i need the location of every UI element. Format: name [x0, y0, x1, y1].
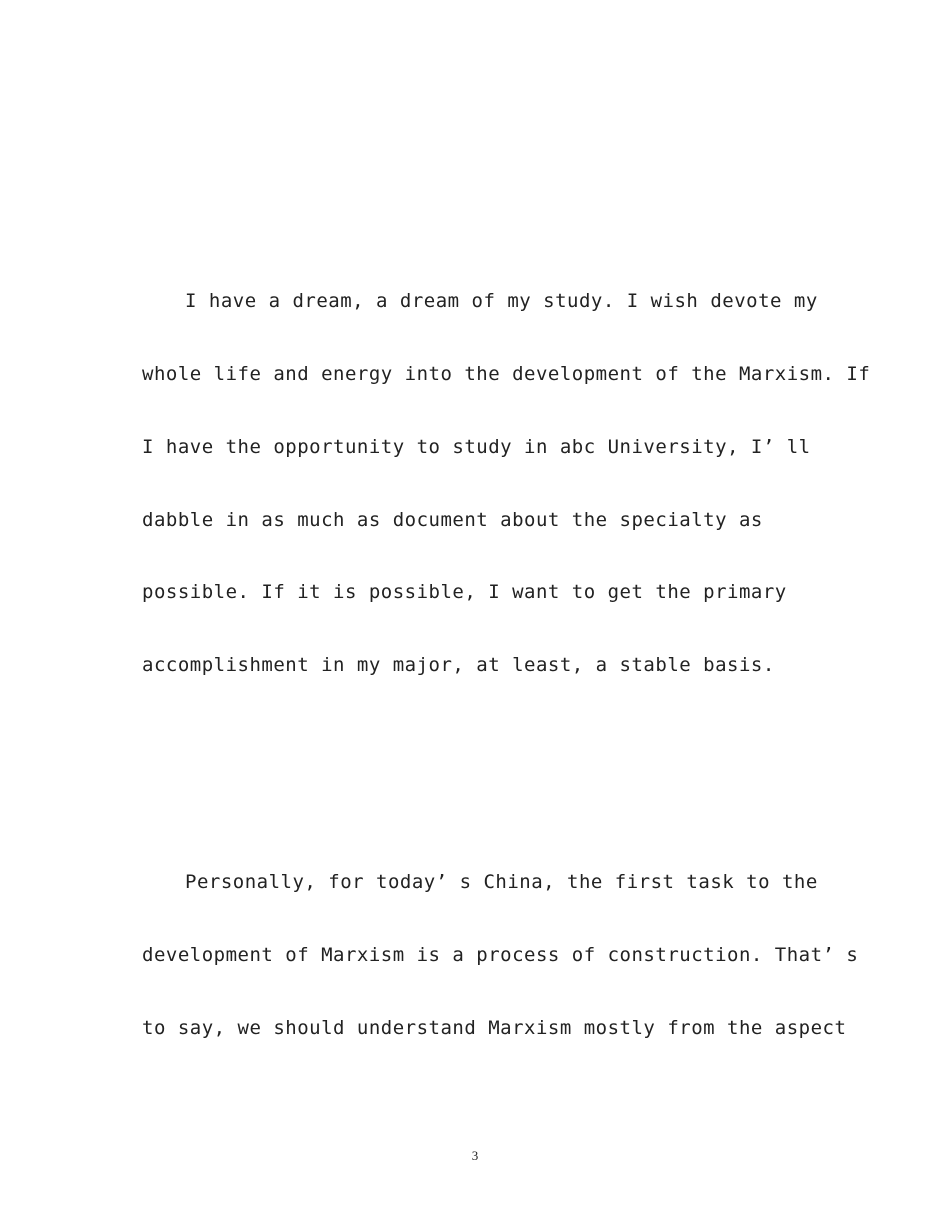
paragraph-1-line-2: whole life and energy into the development of the Marxism. If [142, 363, 871, 385]
paragraph-2-line-2: development of Marxism is a process of construction. That’ s [142, 944, 859, 966]
paragraph-2-line-3: to say, we should understand Marxism mostly from the aspect [142, 1017, 847, 1039]
page-number: 3 [471, 1148, 479, 1163]
paragraph-1-line-3: I have the opportunity to study in abc University, I’ ll [142, 436, 811, 458]
paragraph-1-line-1: I have a dream, a dream of my study. I wish devote my [185, 290, 818, 312]
paragraph-1-line-4: dabble in as much as document about the specialty as [142, 509, 763, 531]
paragraph-2-line-1: Personally, for today’ s China, the first task to the [185, 871, 818, 893]
paragraph-1-line-5: possible. If it is possible, I want to get the primary [142, 581, 787, 603]
paragraph-1-line-6: accomplishment in my major, at least, a stable basis. [142, 654, 775, 676]
